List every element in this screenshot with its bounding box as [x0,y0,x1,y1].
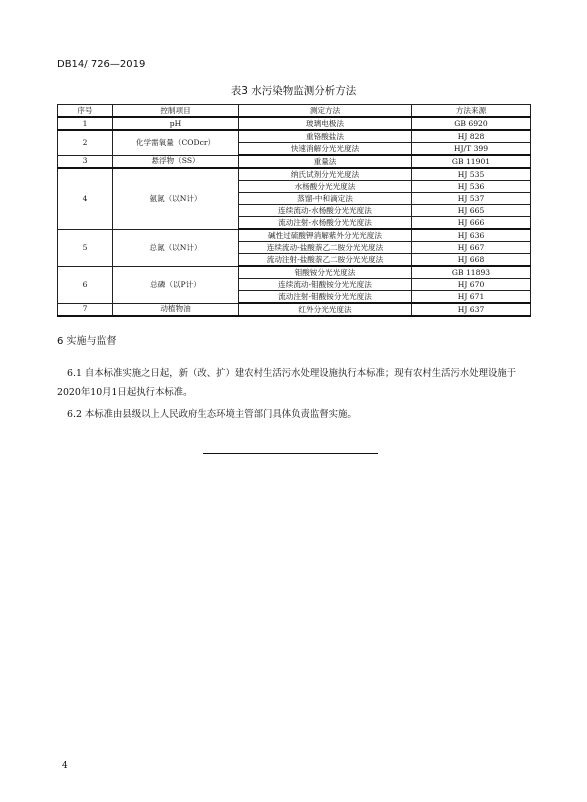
source-cell: HJ 828 [412,130,531,143]
table-row [58,168,531,181]
end-rule [203,453,378,454]
section-heading: 6 实施与监督 [57,336,117,347]
control-item-cell: 总氮（以N计） [113,229,239,266]
row-number-cell: 4 [58,168,113,229]
method-cell: 水杨酸分光光度法 [239,181,412,193]
row-number-cell: 5 [58,229,113,266]
source-cell: HJ 666 [412,217,531,230]
source-cell: HJ/T 399 [412,143,531,156]
control-item-cell: 总磷（以P计） [113,266,239,303]
table-row [58,303,531,316]
source-cell: HJ 671 [412,291,531,304]
method-cell: 蒸馏-中和滴定法 [239,193,412,205]
method-cell: 重铬酸盐法 [239,130,412,143]
row-number-cell: 2 [58,130,113,155]
source-cell: HJ 665 [412,205,531,217]
table-header-row [58,105,531,118]
table-row [58,130,531,143]
header-source: 方法来源 [412,105,531,118]
table-row [58,266,531,279]
source-cell: HJ 668 [412,254,531,267]
method-cell: 红外分光光度法 [239,303,412,316]
source-cell: HJ 536 [412,181,531,193]
page-number: 4 [62,761,68,771]
table-row [58,155,531,168]
method-cell: 快速消解分光光度法 [239,143,412,156]
method-cell: 流动注射-水杨酸分光光度法 [239,217,412,230]
method-cell: 连续流动-盐酸萘乙二胺分光光度法 [239,242,412,254]
method-cell: 纳氏试剂分光光度法 [239,168,412,181]
control-item-cell: 动植物油 [113,303,239,316]
source-cell: HJ 667 [412,242,531,254]
source-cell: GB 6920 [412,117,531,130]
method-cell: 重量法 [239,155,412,168]
header-item: 控制项目 [113,105,239,118]
method-cell: 碱性过硫酸钾消解紫外分光光度法 [239,229,412,242]
row-number-cell: 3 [58,155,113,168]
header-no: 序号 [58,105,113,118]
control-item-cell: 悬浮物（SS） [113,155,239,168]
source-cell: HJ 537 [412,193,531,205]
source-cell: HJ 670 [412,279,531,291]
method-cell: 连续流动-水杨酸分光光度法 [239,205,412,217]
method-cell: 玻璃电极法 [239,117,412,130]
method-cell: 连续流动-钼酸铵分光光度法 [239,279,412,291]
document-code-header: DB14/ 726—2019 [57,59,146,70]
source-cell: GB 11901 [412,155,531,168]
control-item-cell: 氨氮（以N计） [113,168,239,229]
header-method: 测定方法 [239,105,412,118]
paragraph-6-1: 6.1 自本标准实施之日起，新（改、扩）建农村生活污水处理设施执行本标准；现有农村生活污水处理设施于2020年10月1日起执行本标准。 [57,368,517,398]
control-item-cell: 化学需氧量（CODcr） [113,130,239,155]
source-cell: HJ 637 [412,303,531,316]
method-cell: 流动注射-盐酸萘乙二胺分光光度法 [239,254,412,267]
table-body [58,117,531,316]
row-number-cell: 7 [58,303,113,316]
table-row [58,229,531,242]
source-cell: HJ 535 [412,168,531,181]
method-cell: 钼酸铵分光光度法 [239,266,412,279]
method-cell: 流动注射-钼酸铵分光光度法 [239,291,412,304]
paragraph-6-2: 6.2 本标准由县级以上人民政府生态环境主管部门具体负责监督实施。 [67,409,357,420]
source-cell: HJ 636 [412,229,531,242]
source-cell: GB 11893 [412,266,531,279]
row-number-cell: 6 [58,266,113,303]
table-row [58,117,531,130]
control-item-cell: pH [113,117,239,130]
row-number-cell: 1 [58,117,113,130]
table-title: 表3 水污染物监测分析方法 [230,85,357,97]
monitoring-methods-table [57,104,531,317]
